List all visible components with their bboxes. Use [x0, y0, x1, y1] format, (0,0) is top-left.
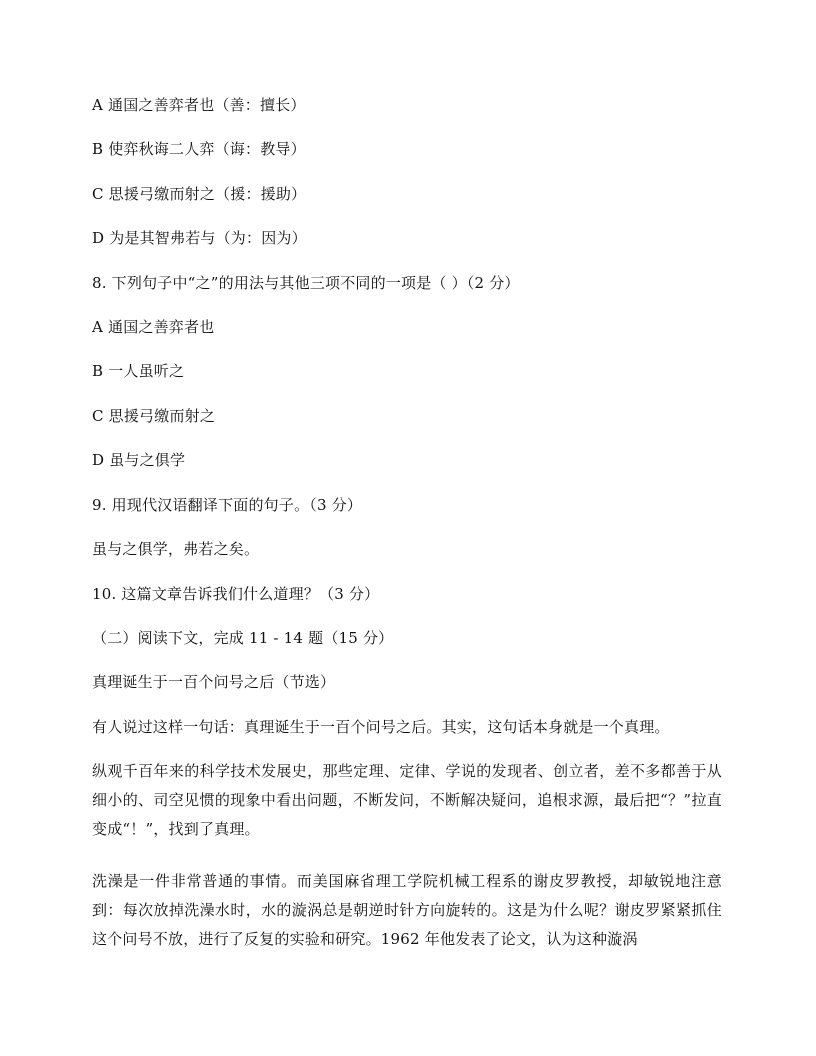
- option-c-usage: C 思援弓缴而射之: [92, 407, 216, 425]
- option-b-usage: B 一人虽听之: [92, 362, 185, 380]
- section-heading: （二）阅读下文，完成 11 - 14 题（15 分）: [92, 629, 394, 647]
- article-paragraph-intro: 有人说过这样一句话：真理诞生于一百个问号之后。其实，这句话本身就是一个真理。: [92, 718, 670, 736]
- option-d-meaning: D 为是其智弗若与（为：因为）: [92, 229, 307, 247]
- question-10: 10. 这篇文章告诉我们什么道理？（3 分）: [92, 585, 380, 603]
- option-d-usage: D 虽与之俱学: [92, 451, 186, 469]
- question-9: 9. 用现代汉语翻译下面的句子。（3 分）: [92, 496, 363, 514]
- article-title: 真理诞生于一百个问号之后（节选）: [92, 673, 336, 691]
- option-a-usage: A 通国之善弈者也: [92, 318, 215, 336]
- translation-sentence: 虽与之俱学，弗若之矣。: [92, 540, 260, 558]
- question-8: 8. 下列句子中“之”的用法与其他三项不同的一项是（ ）（2 分）: [92, 274, 520, 292]
- option-a-meaning: A 通国之善弈者也（善：擅长）: [92, 96, 306, 114]
- article-paragraph-2: 洗澡是一件非常普通的事情。而美国麻省理工学院机械工程系的谢皮罗教授，却敏锐地注意到：每次放掉洗澡水时，水的漩涡总是朝逆时针方向旋转的。这是为什么呢？谢皮罗紧紧抓住这个问号不放，进行了反复的实验和研究。1962 年他发表了论文，认为这种漩涡: [92, 872, 722, 948]
- option-c-meaning: C 思援弓缴而射之（援：援助）: [92, 185, 307, 203]
- option-b-meaning: B 使弈秋诲二人弈（诲：教导）: [92, 140, 306, 158]
- article-paragraph-1: 纵观千百年来的科学技术发展史，那些定理、定律、学说的发现者、创立者，差不多都善于从细小的、司空见惯的现象中看出问题，不断发问，不断解决疑问，追根求源，最后把“？”拉直变成“！”，找到了真理。: [92, 762, 722, 838]
